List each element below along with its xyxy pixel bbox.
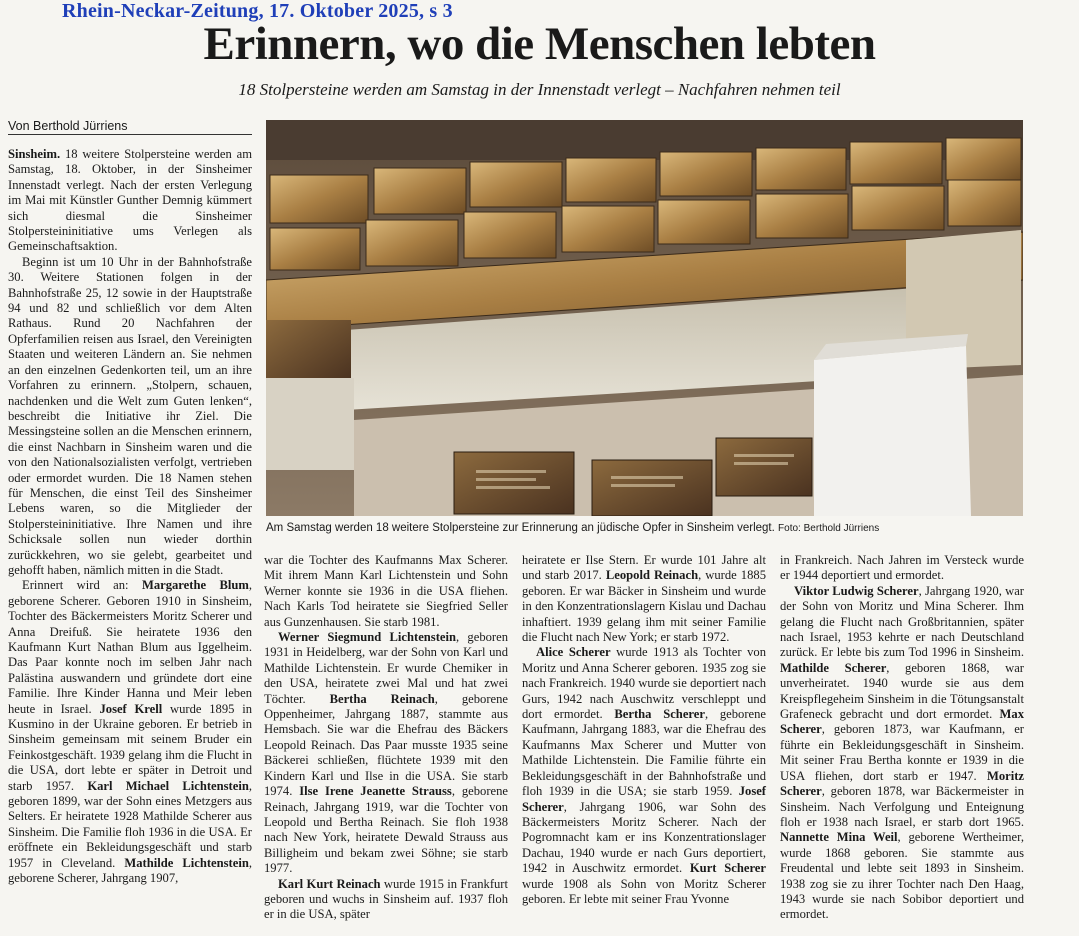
person-name: Viktor Ludwig Scherer xyxy=(794,583,919,598)
article-paragraph: war die Tochter des Kaufmanns Max Scherer. Mit ihrem Mann Karl Lichtenstein und Sohn Werner konnte sie 1936 in die USA fliehen. Nach Karls Tod heiratete sie Siegfried Seller aus Gunzenhausen. Sie starb 1981. xyxy=(264,553,508,629)
person-name: Josef Scherer xyxy=(522,784,766,814)
article-paragraph: Erinnert wird an: Margarethe Blum, geborene Scherer. Geboren 1910 in Sinsheim, Tochter des Bäckermeisters Moritz Scherer und Anna Dreifuß. Sie heiratete 1936 den Kaufmann Kurt Nathan Blum aus Iggelheim. Das Paar konnte noch im selben Jahr nach Palästina auswandern und gründete dort eine Familie. Ihre Kinder Hanna und Meir leben heute in Israel. Josef Krell wurde 1895 in Kusmino in der Ukraine geboren. Er betrieb in Sinsheim gemeinsam mit seinem Bruder ein Feinkostgeschäft. 1939 gelang ihm die Flucht in die USA, dort lebte er später in Detroit und starb 1957. Karl Michael Lichtenstein, geboren 1899, war der Sohn eines Metzgers aus Selters. Er heiratete 1928 Mathilde Scherer aus Sinsheim. Die Familie floh 1936 in die USA. Er eröffnete ein Bekleidungsgeschäft und starb 1957 in Cleveland. Mathilde Lichtenstein, geborene Scherer, Jahrgang 1907, xyxy=(8,578,252,886)
person-name: Nannette Mina Weil xyxy=(780,830,898,845)
person-name: Bertha Scherer xyxy=(614,707,705,722)
person-name: Mathilde Lichtenstein xyxy=(124,855,249,870)
person-name: Margarethe Blum xyxy=(141,578,249,593)
article-paragraph: Karl Kurt Reinach wurde 1915 in Frankfurt geboren und wuchs in Sinsheim auf. 1937 floh er in die USA, später xyxy=(264,876,508,922)
person-name: Moritz Scherer xyxy=(780,768,1024,799)
person-name: Max Scherer xyxy=(780,707,1024,737)
article-paragraph: Werner Siegmund Lichtenstein, geboren 1931 in Heidelberg, war der Sohn von Karl und Mathilde Lichtenstein. Er wurde Chemiker in den USA, heiratete zwei Mal und hat zwei Töchter. Bertha Reinach, geborene Oppenheimer, Jahrgang 1887, stammte aus Hemsbach. Sie war die Ehefrau des Bäckers Leopold Reinach. Das Paar musste 1935 seine Bäckerei schließen, flüchtete 1939 mit den Kindern Karl und Ilse in die USA. Sie starb 1974. Ilse Irene Jeanette Strauss, geborene Reinach, Jahrgang 1919, war die Tochter von Leopold und Bertha Reinach. Sie floh 1938 nach New York, heiratete Dewald Strauss aus Billigheim und bekam zwei Söhne; sie starb 1977. xyxy=(264,630,509,876)
stolpersteine-photo xyxy=(266,120,1023,516)
person-name: Mathilde Scherer xyxy=(780,660,887,675)
article-paragraph: Alice Scherer wurde 1913 als Tochter von Moritz und Anna Scherer geboren. 1935 zog sie nach Frankreich. 1940 wurde sie deportiert nach Gurs, 1942 nach Auschwitz verschleppt und dort ermordet. Bertha Scherer, geborene Kaufmann, Jahrgang 1883, war die Ehefrau des Kaufmanns Max Scherer und Mutter von Mathilde Lichtenstein. Die Familie führte ein Bekleidungsgeschäft in der Bahnhofstraße und floh 1939 in die USA; sie starb 1959. Josef Scherer, Jahrgang 1906, war Sohn des Bäckermeisters Moritz Scherer. Nach der Pogromnacht kam er ins Konzentrationslager Dachau, 1940 wurde er nach Gurs deportiert, 1942 in Auschwitz ermordet. Kurt Scherer wurde 1908 als Sohn von Moritz Scherer geboren. Er lebte mit seiner Frau Yvonne xyxy=(522,645,767,906)
subheadline: 18 Stolpersteine werden am Samstag in der Innenstadt verlegt – Nachfahren nehmen teil xyxy=(238,80,841,99)
person-name: Karl Michael Lichtenstein xyxy=(87,778,249,793)
person-name: Josef Krell xyxy=(99,701,163,716)
photo-caption xyxy=(266,522,1026,534)
byline: Von Berthold Jürriens xyxy=(8,119,252,135)
article-column-3 xyxy=(522,553,766,907)
person-name: Bertha Reinach xyxy=(329,691,435,706)
article-paragraph: heiratete er Ilse Stern. Er wurde 101 Jahre alt und starb 2017. Leopold Reinach, wurde 1885 geboren. Er war Bäcker in Sinsheim und wurde in den Konzentrationslagern Kislau und Dachau inhaftiert. 1939 gelang ihm mit seiner Familie die Flucht nach New York; er starb 1972. xyxy=(522,553,766,645)
headline: Erinnern, wo die Menschen lebten xyxy=(203,18,876,70)
article-column-4 xyxy=(780,553,1024,923)
article-paragraph: in Frankreich. Nach Jahren im Versteck wurde er 1944 deportiert und ermordet. xyxy=(780,553,1024,583)
photo-credit: Foto: Berthold Jürriens xyxy=(778,523,880,534)
person-name: Karl Kurt Reinach xyxy=(278,876,381,891)
person-name: Alice Scherer xyxy=(536,645,611,660)
article-paragraph: Sinsheim. 18 weitere Stolpersteine werden am Samstag, 18. Oktober, in der Sinsheimer Innenstadt verlegt. Nach der ersten Verlegung im Mai mit Künstler Gunther Demnig kümmert sich diesmal die Sinsheimer Stolpersteininitiative ums Verlegen als Gemeinschaftsaktion. xyxy=(8,147,252,254)
person-name: Leopold Reinach xyxy=(605,568,699,583)
source-line: Rhein-Neckar-Zeitung, 17. Oktober 2025, s 3 xyxy=(62,0,453,22)
caption-text: Am Samstag werden 18 weitere Stolpersteine zur Erinnerung an jüdische Opfer in Sinsheim verlegt. xyxy=(266,522,775,534)
person-name: Ilse Irene Jeanette Strauss xyxy=(299,784,452,799)
article-paragraph: Viktor Ludwig Scherer, Jahrgang 1920, war der Sohn von Moritz und Mina Scherer. Ihm gelang die Flucht nach Großbritannien, später nach Israel, 1953 kehrte er nach Deutschland zurück. Er lebte bis zum Tod 1996 in Sinsheim. Mathilde Scherer, geboren 1868, war unverheiratet. 1940 wurde sie aus dem Kreispflegeheim Sinsheim in die Tötungsanstalt Grafeneck gebracht und dort ermordet. Max Scherer, geboren 1873, war Kaufmann, er führte ein Bekleidungsgeschäft in Sinsheim. Mit seiner Frau Bertha konnte er 1939 in die USA fliehen, dort starb er 1947. Moritz Scherer, geboren 1878, war Bäckermeister in Sinsheim. Nach Verfolgung und Enteignung floh er 1938 nach Israel, er starb dort 1965. Nannette Mina Weil, geborene Wertheimer, wurde 1868 geboren. Sie stammte aus Freudental und lebte seit 1893 in Sinsheim. 1938 zog sie zu ihrer Tochter nach Den Haag, 1943 wurde sie nach Sobibor deportiert und ermordet. xyxy=(780,583,1025,922)
article-column-1 xyxy=(8,147,252,887)
article-column-2 xyxy=(264,553,508,923)
person-name: Werner Siegmund Lichtenstein xyxy=(278,630,456,645)
person-name: Sinsheim. xyxy=(8,147,61,161)
article-paragraph: Beginn ist um 10 Uhr in der Bahnhofstraße 30. Weitere Stationen folgen in der Bahnhofstraße 25, 12 sowie in der Hauptstraße 94 und 82 und schließlich vor dem Alten Rathaus. Rund 20 Nachfahren der Opferfamilien reisen aus Israel, den Vereinigten Staaten und weiteren Ländern an. Sie nehmen an den einzelnen Gedenkorten teil, um an ihre Vorfahren zu erinnern. „Stolpern, schauen, nachdenken und die Welt zum Guten lenken“, beschreibt die Initiative ihr Ziel. Die Messingsteine sollen an die Menschen erinnern, die einst Nachbarn in Sinsheim waren und die von den Nationalsozialisten verfolgt, vertrieben oder ermordet wurden. Die 18 Namen stehen für Menschen, die einst Teil des Sinsheimer Lebens waren, so die Mitglieder der Stolpersteininitiative. Ihre Namen und ihre Schicksale sollen nun wieder dorthin zurückkehren, wo sie gelebt, gearbeitet und gehofft haben, nämlich mitten in die Stadt. xyxy=(8,254,252,577)
person-name: Kurt Scherer xyxy=(689,861,766,876)
